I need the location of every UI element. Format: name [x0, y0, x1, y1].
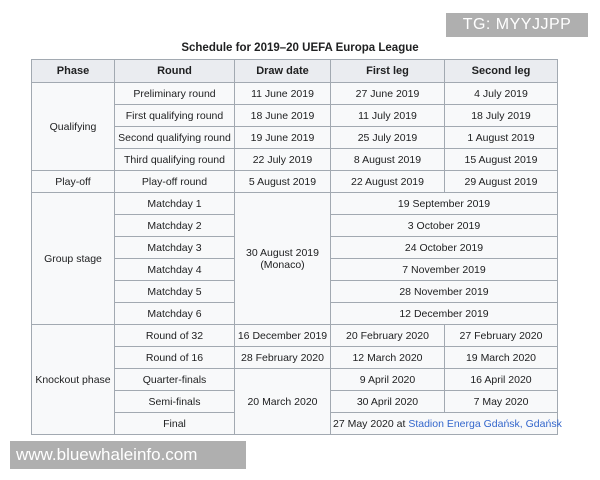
round-cell: Matchday 4 [115, 259, 235, 281]
second-leg-cell: 18 July 2019 [445, 105, 558, 127]
final-date: 27 May 2020 at [333, 417, 409, 430]
group-draw-date-cell [235, 193, 331, 325]
phase-playoff: Play-off [32, 171, 115, 193]
group-draw-date: 30 August 2019 [246, 246, 319, 259]
header-phase: Phase [32, 60, 115, 83]
second-leg-cell: 1 August 2019 [445, 127, 558, 149]
first-leg-cell: 12 March 2020 [331, 347, 445, 369]
first-leg-cell: 22 August 2019 [331, 171, 445, 193]
match-date-cell: 19 September 2019 [331, 193, 558, 215]
second-leg-cell: 16 April 2020 [445, 369, 558, 391]
phase-group-stage: Group stage [32, 193, 115, 325]
table-caption: Schedule for 2019–20 UEFA Europa League [181, 42, 419, 54]
tg-watermark: TG: MYYJJPP [446, 13, 588, 37]
round-cell: Matchday 2 [115, 215, 235, 237]
second-leg-cell: 29 August 2019 [445, 171, 558, 193]
header-row [32, 60, 558, 83]
match-date-cell: 12 December 2019 [331, 303, 558, 325]
draw-date-cell: 20 March 2020 [235, 369, 331, 435]
first-leg-cell: 11 July 2019 [331, 105, 445, 127]
header-round: Round [115, 60, 235, 83]
match-date-cell: 28 November 2019 [331, 281, 558, 303]
round-cell: Quarter-finals [115, 369, 235, 391]
round-cell: Matchday 3 [115, 237, 235, 259]
final-date-cell [331, 413, 562, 435]
first-leg-cell: 25 July 2019 [331, 127, 445, 149]
round-cell: Preliminary round [115, 83, 235, 105]
second-leg-cell: 27 February 2020 [445, 325, 558, 347]
first-leg-cell: 20 February 2020 [331, 325, 445, 347]
match-date-cell: 3 October 2019 [331, 215, 558, 237]
header-first-leg: First leg [331, 60, 445, 83]
match-date-cell: 24 October 2019 [331, 237, 558, 259]
round-cell: First qualifying round [115, 105, 235, 127]
header-second-leg: Second leg [445, 60, 558, 83]
second-leg-cell: 19 March 2020 [445, 347, 558, 369]
first-leg-cell: 9 April 2020 [331, 369, 445, 391]
round-cell: Matchday 5 [115, 281, 235, 303]
draw-date-cell: 22 July 2019 [235, 149, 331, 171]
table-row [32, 325, 558, 347]
second-leg-cell: 7 May 2020 [445, 391, 558, 413]
round-cell: Round of 32 [115, 325, 235, 347]
header-draw-date: Draw date [235, 60, 331, 83]
round-cell: Third qualifying round [115, 149, 235, 171]
site-watermark: www.bluewhaleinfo.com [10, 441, 246, 469]
draw-date-cell: 5 August 2019 [235, 171, 331, 193]
phase-qualifying: Qualifying [32, 83, 115, 171]
first-leg-cell: 30 April 2020 [331, 391, 445, 413]
draw-date-cell: 18 June 2019 [235, 105, 331, 127]
draw-date-cell: 19 June 2019 [235, 127, 331, 149]
draw-date-cell: 11 June 2019 [235, 83, 331, 105]
draw-date-cell: 28 February 2020 [235, 347, 331, 369]
draw-date-cell: 16 December 2019 [235, 325, 331, 347]
second-leg-cell: 15 August 2019 [445, 149, 558, 171]
group-draw-location: (Monaco) [260, 258, 305, 271]
first-leg-cell: 8 August 2019 [331, 149, 445, 171]
schedule-table [31, 59, 562, 435]
round-cell: Semi-finals [115, 391, 235, 413]
round-cell: Matchday 6 [115, 303, 235, 325]
second-leg-cell: 4 July 2019 [445, 83, 558, 105]
round-cell: Final [115, 413, 235, 435]
round-cell: Second qualifying round [115, 127, 235, 149]
round-cell: Round of 16 [115, 347, 235, 369]
venue-link[interactable]: Stadion Energa Gdańsk, Gdańsk [408, 417, 562, 430]
round-cell: Play-off round [115, 171, 235, 193]
first-leg-cell: 27 June 2019 [331, 83, 445, 105]
table-row [32, 83, 558, 105]
table-row [32, 193, 558, 215]
match-date-cell: 7 November 2019 [331, 259, 558, 281]
table-row [32, 171, 558, 193]
round-cell: Matchday 1 [115, 193, 235, 215]
phase-knockout: Knockout phase [32, 325, 115, 435]
